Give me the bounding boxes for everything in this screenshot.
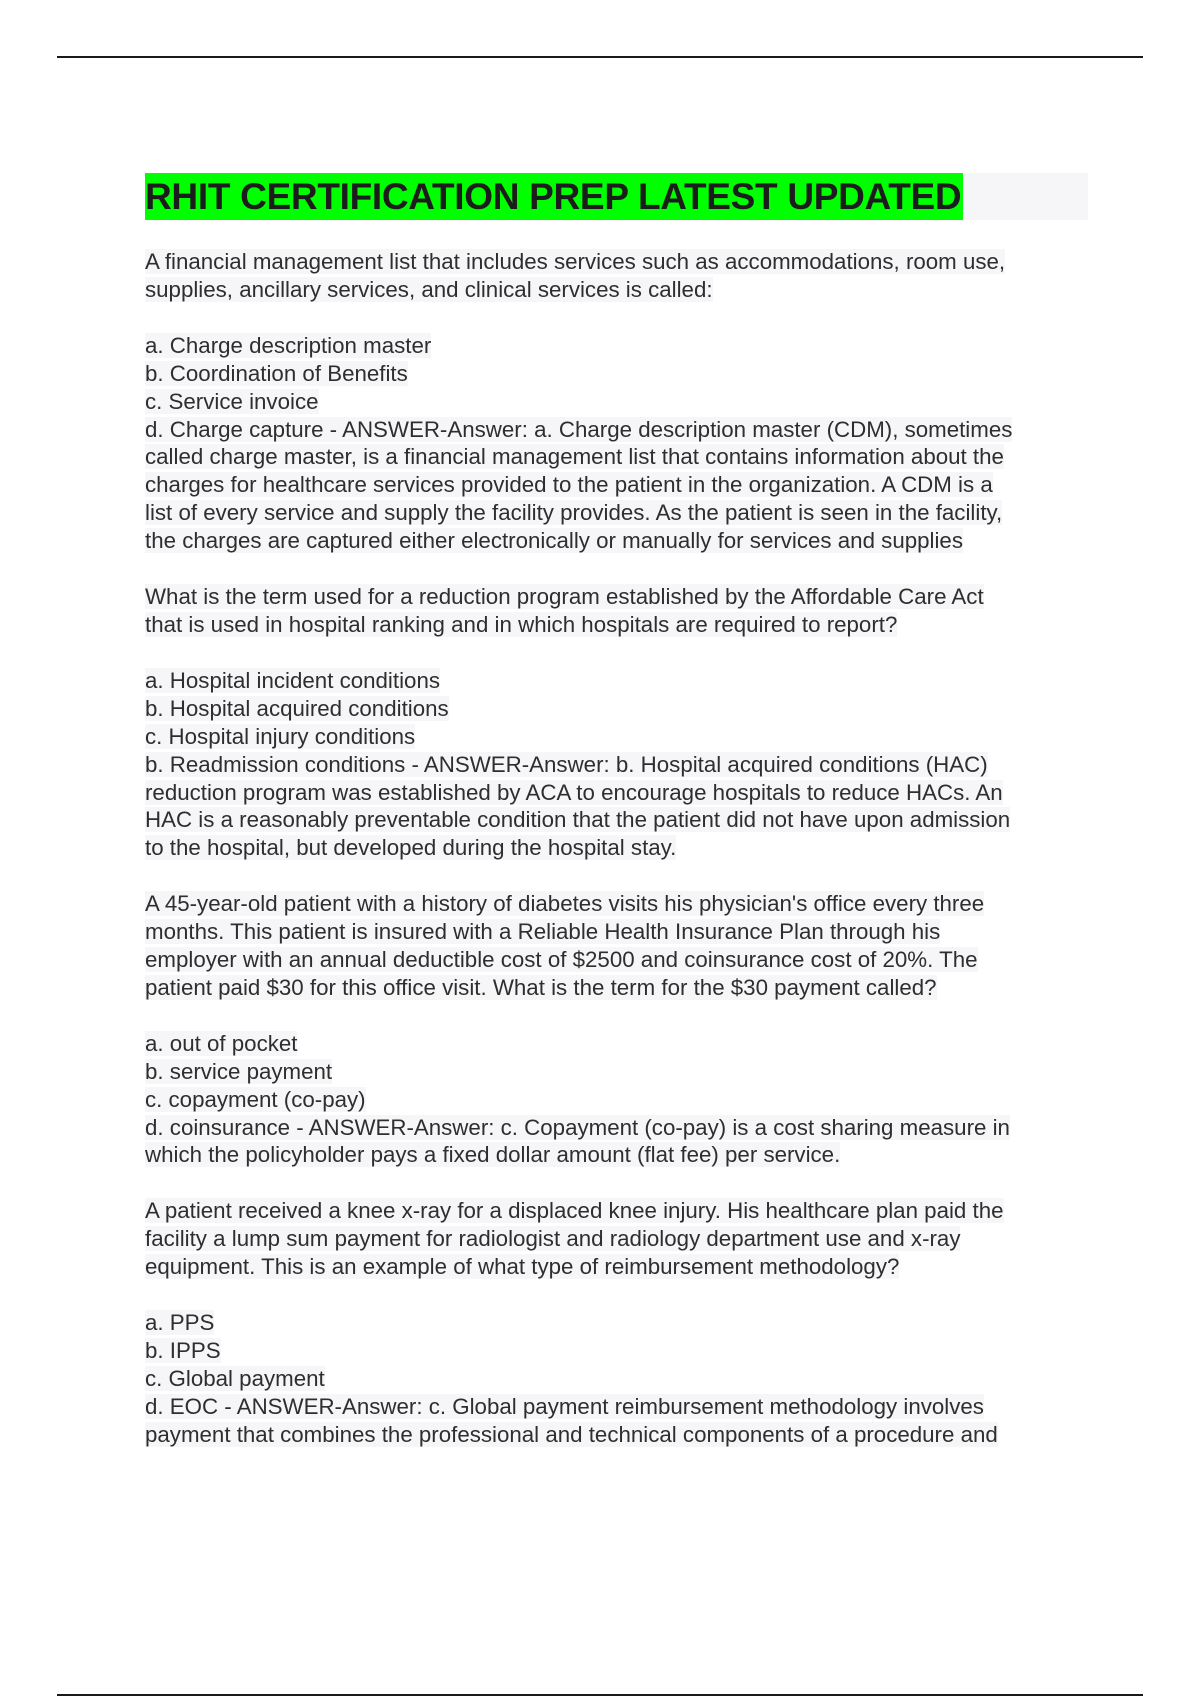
answer-line: payment that combines the professional and technical components of a procedure and	[145, 1421, 998, 1447]
option-line: a. PPS	[145, 1310, 215, 1336]
answer-line: d. EOC - ANSWER-Answer: c. Global payment reimbursement methodology involves	[145, 1393, 984, 1419]
answer-line: HAC is a reasonably preventable condition that the patient did not have upon admission	[145, 807, 1011, 833]
option-line: a. Charge description master	[145, 332, 432, 358]
question-block	[145, 583, 1085, 862]
question-stem-line: months. This patient is insured with a Reliable Health Insurance Plan through his	[145, 919, 941, 945]
question-block	[145, 1197, 1085, 1448]
question-stem-line: supplies, ancillary services, and clinical services is called:	[145, 276, 713, 302]
question-stem-line: employer with an annual deductible cost of $2500 and coinsurance cost of 20%. The	[145, 947, 978, 973]
answer-line: d. coinsurance - ANSWER-Answer: c. Copayment (co-pay) is a cost sharing measure in	[145, 1114, 1010, 1140]
option-line: b. service payment	[145, 1058, 333, 1084]
question-block	[145, 890, 1085, 1169]
answer-line: the charges are captured either electronically or manually for services and supplies	[145, 528, 963, 554]
option-line: b. Hospital acquired conditions	[145, 695, 449, 721]
option-line: c. Service invoice	[145, 388, 319, 414]
answer-line: charges for healthcare services provided to the patient in the organization. A CDM is a	[145, 472, 993, 498]
bottom-rule	[57, 1694, 1143, 1696]
top-rule	[57, 56, 1143, 58]
question-stem-line: A 45-year-old patient with a history of diabetes visits his physician's office every three	[145, 891, 985, 917]
option-line: b. IPPS	[145, 1338, 221, 1363]
question-stem-line: that is used in hospital ranking and in which hospitals are required to report?	[145, 611, 898, 637]
answer-line: b. Readmission conditions - ANSWER-Answer: b. Hospital acquired conditions (HAC)	[145, 751, 988, 777]
question-stem-line: What is the term used for a reduction program established by the Affordable Care Act	[145, 584, 984, 610]
option-line: a. Hospital incident conditions	[145, 667, 440, 693]
question-stem-line: A patient received a knee x-ray for a displaced knee injury. His healthcare plan paid the	[145, 1198, 1004, 1224]
answer-line: called charge master, is a financial management list that contains information about the	[145, 444, 1004, 470]
option-line: c. Global payment	[145, 1365, 325, 1391]
option-line: b. Coordination of Benefits	[145, 360, 408, 386]
title-bar	[145, 173, 1088, 220]
question-block	[145, 248, 1085, 555]
question-stem-line: equipment. This is an example of what type of reimbursement methodology?	[145, 1254, 900, 1280]
option-line: a. out of pocket	[145, 1030, 298, 1056]
question-stem-line: facility a lump sum payment for radiologist and radiology department use and x-ray	[145, 1226, 961, 1252]
option-line: c. Hospital injury conditions	[145, 723, 416, 749]
answer-line: which the policyholder pays a fixed dollar amount (flat fee) per service.	[145, 1142, 841, 1168]
answer-line: to the hospital, but developed during the hospital stay.	[145, 835, 677, 861]
answer-line: list of every service and supply the facility provides. As the patient is seen in the facility,	[145, 500, 1003, 526]
question-stem-line: A financial management list that includes services such as accommodations, room use,	[145, 249, 1006, 274]
answer-line: reduction program was established by ACA to encourage hospitals to reduce HACs. An	[145, 779, 1003, 805]
page-content	[145, 173, 1085, 1449]
question-stem-line: patient paid $30 for this office visit. What is the term for the $30 payment called?	[145, 974, 937, 1000]
option-line: c. copayment (co-pay)	[145, 1086, 366, 1112]
document-title: RHIT CERTIFICATION PREP LATEST UPDATED	[145, 173, 963, 220]
answer-line: d. Charge capture - ANSWER-Answer: a. Charge description master (CDM), sometimes	[145, 416, 1013, 442]
